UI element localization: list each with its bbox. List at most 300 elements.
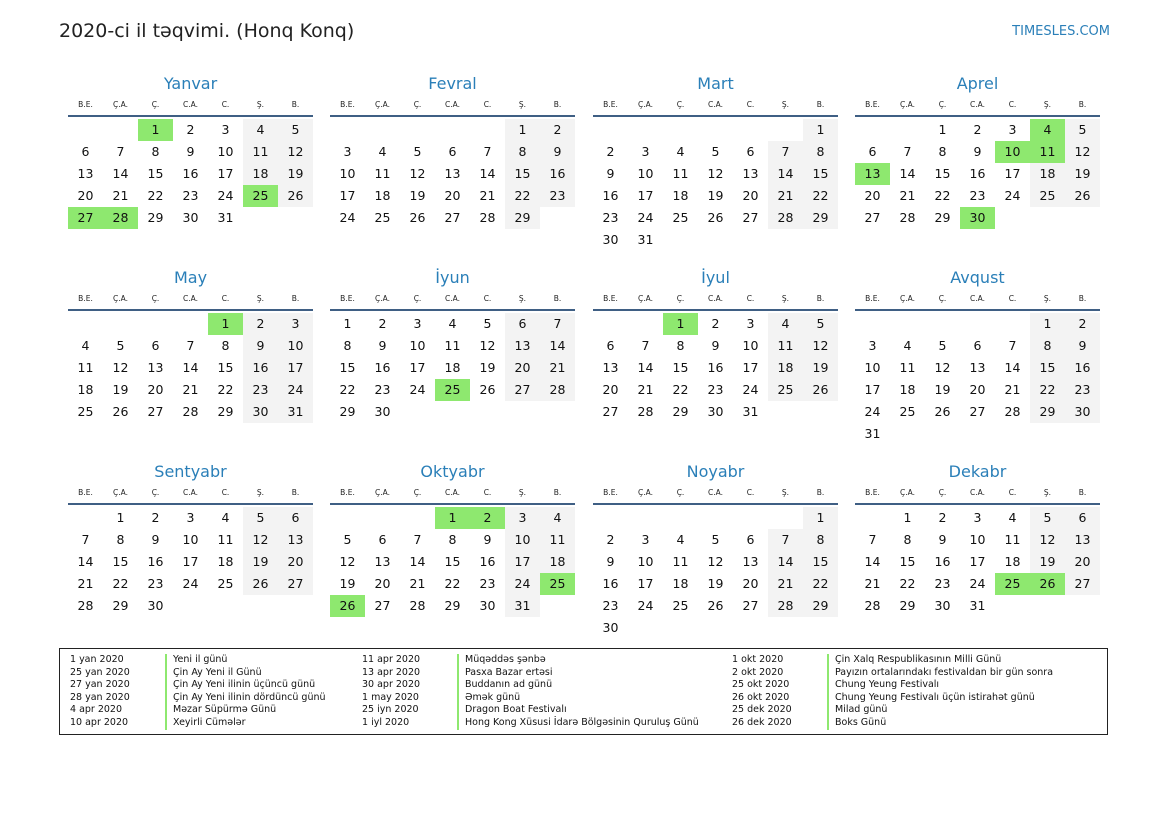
holiday-day-cell: 2 (470, 507, 505, 529)
weekday-label: B. (291, 294, 300, 303)
day-cell: 12 (1065, 141, 1100, 163)
weekday-label: Ç. (676, 488, 685, 497)
day-cell: 16 (374, 360, 391, 375)
empty-cell (138, 313, 173, 335)
day-cell: 11 (374, 166, 391, 181)
day-cell: 26 (707, 598, 724, 613)
empty-cell (435, 119, 470, 141)
day-cell: 11 (540, 529, 575, 551)
day-cell: 27 (602, 404, 619, 419)
day-cell: 21 (637, 382, 654, 397)
holiday-row (732, 704, 1053, 717)
weekday-label: Ç.A. (899, 294, 915, 303)
month-name: Sentyabr (154, 462, 227, 481)
day-cell: 24 (339, 210, 356, 225)
day-cell: 5 (1065, 119, 1100, 141)
day-cell: 8 (151, 144, 160, 159)
day-grid (68, 313, 313, 423)
holiday-column-1 (70, 654, 326, 730)
day-cell: 6 (81, 144, 90, 159)
month-4 (855, 72, 1100, 229)
day-cell: 22 (672, 382, 689, 397)
weekday-label: Ç.A. (112, 100, 128, 109)
empty-cell (733, 507, 768, 529)
month-8 (855, 266, 1100, 445)
day-cell: 22 (339, 382, 356, 397)
empty-cell (698, 507, 733, 529)
holiday-name: Əmək günü (457, 692, 520, 705)
month-5 (68, 266, 313, 423)
holiday-name: Çin Ay Yeni il Günü (165, 667, 262, 680)
day-cell: 25 (899, 404, 916, 419)
month-name: Yanvar (163, 74, 218, 93)
day-cell: 28 (899, 210, 916, 225)
day-cell: 31 (742, 404, 759, 419)
day-cell: 7 (483, 144, 492, 159)
day-cell: 3 (973, 510, 982, 525)
day-cell: 7 (903, 144, 912, 159)
weekday-label: C.A. (707, 100, 723, 109)
holiday-day-cell: 10 (995, 141, 1030, 163)
weekday-label: Ç.A. (899, 100, 915, 109)
holiday-name: Payızın ortalarındakı festivaldan bir gün sonra (827, 667, 1053, 680)
day-cell: 29 (803, 207, 838, 229)
weekday-label: Ç.A. (112, 488, 128, 497)
day-cell: 4 (540, 507, 575, 529)
day-grid (330, 507, 575, 617)
day-cell: 6 (505, 313, 540, 335)
day-cell: 29 (444, 598, 461, 613)
day-cell: 30 (374, 404, 391, 419)
day-cell: 12 (707, 166, 724, 181)
day-cell: 19 (278, 163, 313, 185)
month-1 (68, 72, 313, 229)
day-cell: 4 (1008, 510, 1017, 525)
empty-cell (103, 119, 138, 141)
day-grid (593, 313, 838, 423)
day-cell: 2 (243, 313, 278, 335)
day-cell: 30 (182, 210, 199, 225)
day-cell: 19 (707, 576, 724, 591)
weekday-label: C. (1008, 488, 1017, 497)
day-cell: 29 (339, 404, 356, 419)
day-cell: 26 (934, 404, 951, 419)
day-cell: 24 (742, 382, 759, 397)
day-cell: 5 (803, 313, 838, 335)
day-cell: 9 (606, 166, 615, 181)
day-cell: 8 (903, 532, 912, 547)
day-cell: 22 (217, 382, 234, 397)
weekday-label: Ç.A. (374, 294, 390, 303)
weekday-header (855, 98, 1100, 117)
day-cell: 21 (864, 576, 881, 591)
holiday-day-cell: 26 (330, 595, 365, 617)
day-cell: 6 (448, 144, 457, 159)
holiday-day-cell: 1 (663, 313, 698, 335)
holiday-date: 25 iyn 2020 (362, 704, 419, 716)
holiday-row (732, 692, 1053, 705)
holiday-row (362, 667, 699, 680)
day-cell: 24 (217, 188, 234, 203)
day-cell: 10 (505, 529, 540, 551)
holiday-name: Hong Kong Xüsusi İdarə Bölgəsinin Quruluş Günü (457, 717, 699, 730)
empty-cell (330, 507, 365, 529)
day-cell: 14 (479, 166, 496, 181)
day-cell: 29 (899, 598, 916, 613)
holiday-row (732, 667, 1053, 680)
day-cell: 5 (116, 338, 125, 353)
day-cell: 31 (505, 595, 540, 617)
day-cell: 27 (147, 404, 164, 419)
holiday-date: 1 may 2020 (362, 691, 419, 703)
holiday-name: Milad günü (827, 704, 887, 717)
holiday-name: Müqəddəs şənbə (457, 654, 546, 667)
day-cell: 21 (112, 188, 129, 203)
weekday-label: Ç.A. (374, 488, 390, 497)
day-cell: 13 (602, 360, 619, 375)
holiday-day-cell: 25 (995, 573, 1030, 595)
weekday-label: C. (483, 488, 492, 497)
day-cell: 1 (803, 119, 838, 141)
holiday-row (70, 704, 326, 717)
day-cell: 3 (413, 316, 422, 331)
holiday-column-3 (732, 654, 1053, 730)
day-cell: 17 (864, 382, 881, 397)
day-cell: 12 (243, 529, 278, 551)
day-cell: 4 (768, 313, 803, 335)
month-9 (68, 460, 313, 617)
weekday-label: B.E. (340, 488, 355, 497)
weekday-label: C. (746, 294, 755, 303)
day-cell: 20 (505, 357, 540, 379)
day-cell: 21 (182, 382, 199, 397)
month-7 (593, 266, 838, 423)
day-cell: 22 (803, 185, 838, 207)
day-cell: 18 (1004, 554, 1021, 569)
day-cell: 29 (934, 210, 951, 225)
day-cell: 26 (1065, 185, 1100, 207)
month-name: Fevral (428, 74, 477, 93)
day-cell: 12 (1030, 529, 1065, 551)
holiday-date: 30 apr 2020 (362, 679, 421, 691)
day-cell: 12 (803, 335, 838, 357)
day-cell: 20 (742, 576, 759, 591)
site-link[interactable]: TIMESLES.COM (1012, 24, 1110, 39)
holiday-day-cell: 1 (138, 119, 173, 141)
weekday-label: C. (221, 488, 230, 497)
weekday-label: Ç. (413, 294, 422, 303)
day-cell: 26 (479, 382, 496, 397)
holiday-row (362, 692, 699, 705)
day-cell: 29 (672, 404, 689, 419)
month-name: Mart (697, 74, 734, 93)
weekday-label: B.E. (603, 488, 618, 497)
day-cell: 19 (479, 360, 496, 375)
day-cell: 27 (505, 379, 540, 401)
day-cell: 10 (278, 335, 313, 357)
empty-cell (593, 313, 628, 335)
day-cell: 3 (868, 338, 877, 353)
holiday-day-cell: 25 (540, 573, 575, 595)
day-cell: 18 (243, 163, 278, 185)
day-cell: 14 (637, 360, 654, 375)
day-cell: 7 (868, 532, 877, 547)
day-cell: 17 (217, 166, 234, 181)
day-cell: 23 (182, 188, 199, 203)
day-grid (68, 507, 313, 617)
day-cell: 30 (243, 401, 278, 423)
day-cell: 19 (409, 188, 426, 203)
weekday-label: B.E. (78, 100, 93, 109)
day-cell: 11 (243, 141, 278, 163)
day-cell: 20 (969, 382, 986, 397)
weekday-label: B. (553, 100, 562, 109)
day-cell: 29 (505, 207, 540, 229)
empty-cell (733, 119, 768, 141)
holiday-row (732, 679, 1053, 692)
empty-cell (768, 119, 803, 141)
day-cell: 7 (641, 338, 650, 353)
holiday-name: Pasxa Bazar ertəsi (457, 667, 553, 680)
holiday-name: Chung Yeung Festivalı (827, 679, 939, 692)
holiday-name: Xeyirli Cümələr (165, 717, 246, 730)
day-cell: 15 (899, 554, 916, 569)
day-cell: 6 (868, 144, 877, 159)
day-cell: 3 (221, 122, 230, 137)
empty-cell (698, 119, 733, 141)
weekday-label: Ç.A. (637, 488, 653, 497)
holiday-name: Dragon Boat Festivalı (457, 704, 567, 717)
day-cell: 11 (1004, 532, 1021, 547)
holiday-date: 10 apr 2020 (70, 716, 129, 728)
day-cell: 18 (444, 360, 461, 375)
day-cell: 25 (77, 404, 94, 419)
month-11 (593, 460, 838, 639)
day-cell: 7 (1008, 338, 1017, 353)
day-cell: 13 (742, 554, 759, 569)
day-cell: 1 (938, 122, 947, 137)
day-cell: 24 (278, 379, 313, 401)
day-cell: 14 (1004, 360, 1021, 375)
day-cell: 3 (746, 316, 755, 331)
day-cell: 16 (540, 163, 575, 185)
day-cell: 17 (505, 551, 540, 573)
day-cell: 19 (707, 188, 724, 203)
weekday-label: B. (1078, 100, 1087, 109)
day-cell: 3 (641, 532, 650, 547)
weekday-label: Ş. (256, 100, 265, 109)
day-cell: 18 (77, 382, 94, 397)
day-cell: 30 (479, 598, 496, 613)
weekday-label: C.A. (182, 100, 198, 109)
weekday-label: B.E. (78, 488, 93, 497)
day-cell: 10 (182, 532, 199, 547)
day-cell: 5 (413, 144, 422, 159)
day-cell: 3 (186, 510, 195, 525)
day-cell: 16 (1065, 357, 1100, 379)
day-cell: 13 (969, 360, 986, 375)
weekday-header (68, 486, 313, 505)
day-cell: 2 (606, 144, 615, 159)
day-cell: 17 (1004, 166, 1021, 181)
day-cell: 15 (1030, 357, 1065, 379)
day-cell: 14 (864, 554, 881, 569)
empty-cell (330, 119, 365, 141)
day-cell: 15 (803, 551, 838, 573)
weekday-header (330, 98, 575, 117)
day-cell: 13 (147, 360, 164, 375)
day-cell: 16 (602, 576, 619, 591)
weekday-header (855, 292, 1100, 311)
day-cell: 16 (147, 554, 164, 569)
day-cell: 4 (378, 144, 387, 159)
day-cell: 15 (934, 166, 951, 181)
weekday-label: B. (816, 294, 825, 303)
weekday-label: Ş. (518, 488, 527, 497)
holiday-row (362, 654, 699, 667)
holiday-date: 1 iyl 2020 (362, 716, 410, 728)
day-cell: 9 (186, 144, 195, 159)
empty-cell (628, 313, 663, 335)
weekday-header (68, 98, 313, 117)
weekday-label: C.A. (969, 100, 985, 109)
holiday-day-cell: 1 (208, 313, 243, 335)
day-cell: 10 (217, 144, 234, 159)
day-cell: 8 (448, 532, 457, 547)
day-cell: 14 (409, 554, 426, 569)
weekday-label: C.A. (707, 488, 723, 497)
day-cell: 11 (768, 335, 803, 357)
day-cell: 7 (81, 532, 90, 547)
day-cell: 18 (899, 382, 916, 397)
day-cell: 22 (899, 576, 916, 591)
weekday-label: Ç. (151, 488, 160, 497)
day-cell: 15 (217, 360, 234, 375)
day-cell: 17 (278, 357, 313, 379)
day-cell: 17 (637, 188, 654, 203)
day-cell: 20 (1065, 551, 1100, 573)
empty-cell (855, 119, 890, 141)
empty-cell (890, 119, 925, 141)
weekday-label: Ç. (413, 488, 422, 497)
day-cell: 21 (1004, 382, 1021, 397)
holiday-name: Çin Ay Yeni ilinin dördüncü günü (165, 692, 326, 705)
day-cell: 17 (182, 554, 199, 569)
day-cell: 10 (409, 338, 426, 353)
day-cell: 26 (112, 404, 129, 419)
day-cell: 14 (768, 551, 803, 573)
day-cell: 11 (444, 338, 461, 353)
weekday-label: Ş. (518, 294, 527, 303)
day-cell: 9 (973, 144, 982, 159)
day-cell: 10 (864, 360, 881, 375)
day-cell: 28 (864, 598, 881, 613)
day-cell: 6 (746, 144, 755, 159)
holiday-name: Çin Ay Yeni ilinin üçüncü günü (165, 679, 315, 692)
day-cell: 15 (112, 554, 129, 569)
day-cell: 18 (540, 551, 575, 573)
empty-cell (365, 119, 400, 141)
day-cell: 8 (676, 338, 685, 353)
day-cell: 17 (969, 554, 986, 569)
day-cell: 8 (116, 532, 125, 547)
day-cell: 23 (540, 185, 575, 207)
weekday-label: Ç.A. (374, 100, 390, 109)
day-cell: 3 (641, 144, 650, 159)
day-cell: 18 (768, 357, 803, 379)
holiday-row (362, 679, 699, 692)
day-cell: 27 (969, 404, 986, 419)
day-cell: 2 (711, 316, 720, 331)
day-cell: 28 (479, 210, 496, 225)
day-cell: 21 (409, 576, 426, 591)
day-cell: 28 (768, 595, 803, 617)
day-cell: 8 (803, 141, 838, 163)
weekday-label: C. (746, 100, 755, 109)
day-cell: 26 (707, 210, 724, 225)
day-cell: 16 (602, 188, 619, 203)
month-6 (330, 266, 575, 423)
day-cell: 5 (278, 119, 313, 141)
month-name: Oktyabr (420, 462, 485, 481)
day-cell: 11 (899, 360, 916, 375)
month-name: Noyabr (686, 462, 745, 481)
holiday-row (70, 692, 326, 705)
weekday-header (68, 292, 313, 311)
month-name: May (173, 268, 208, 287)
day-cell: 12 (112, 360, 129, 375)
day-cell: 25 (217, 576, 234, 591)
weekday-label: Ç. (938, 294, 947, 303)
empty-cell (855, 507, 890, 529)
month-name: Aprel (956, 74, 999, 93)
day-cell: 25 (768, 379, 803, 401)
weekday-label: B.E. (603, 100, 618, 109)
day-cell: 9 (378, 338, 387, 353)
empty-cell (365, 507, 400, 529)
month-name: İyul (701, 268, 730, 287)
day-cell: 24 (637, 210, 654, 225)
day-cell: 20 (147, 382, 164, 397)
weekday-label: Ç. (151, 100, 160, 109)
day-cell: 28 (77, 598, 94, 613)
day-cell: 1 (1030, 313, 1065, 335)
day-cell: 28 (540, 379, 575, 401)
day-cell: 2 (151, 510, 160, 525)
day-cell: 13 (1065, 529, 1100, 551)
weekday-label: B.E. (340, 100, 355, 109)
day-cell: 21 (479, 188, 496, 203)
day-cell: 24 (637, 598, 654, 613)
day-cell: 19 (243, 551, 278, 573)
day-cell: 12 (934, 360, 951, 375)
day-cell: 24 (864, 404, 881, 419)
weekday-label: B.E. (865, 100, 880, 109)
day-cell: 22 (934, 188, 951, 203)
day-cell: 24 (182, 576, 199, 591)
empty-cell (470, 119, 505, 141)
empty-cell (960, 313, 995, 335)
day-cell: 1 (803, 507, 838, 529)
empty-cell (855, 313, 890, 335)
day-cell: 9 (540, 141, 575, 163)
day-cell: 15 (803, 163, 838, 185)
day-cell: 23 (147, 576, 164, 591)
day-cell: 6 (1065, 507, 1100, 529)
day-cell: 12 (409, 166, 426, 181)
month-3 (593, 72, 838, 251)
day-cell: 5 (938, 338, 947, 353)
